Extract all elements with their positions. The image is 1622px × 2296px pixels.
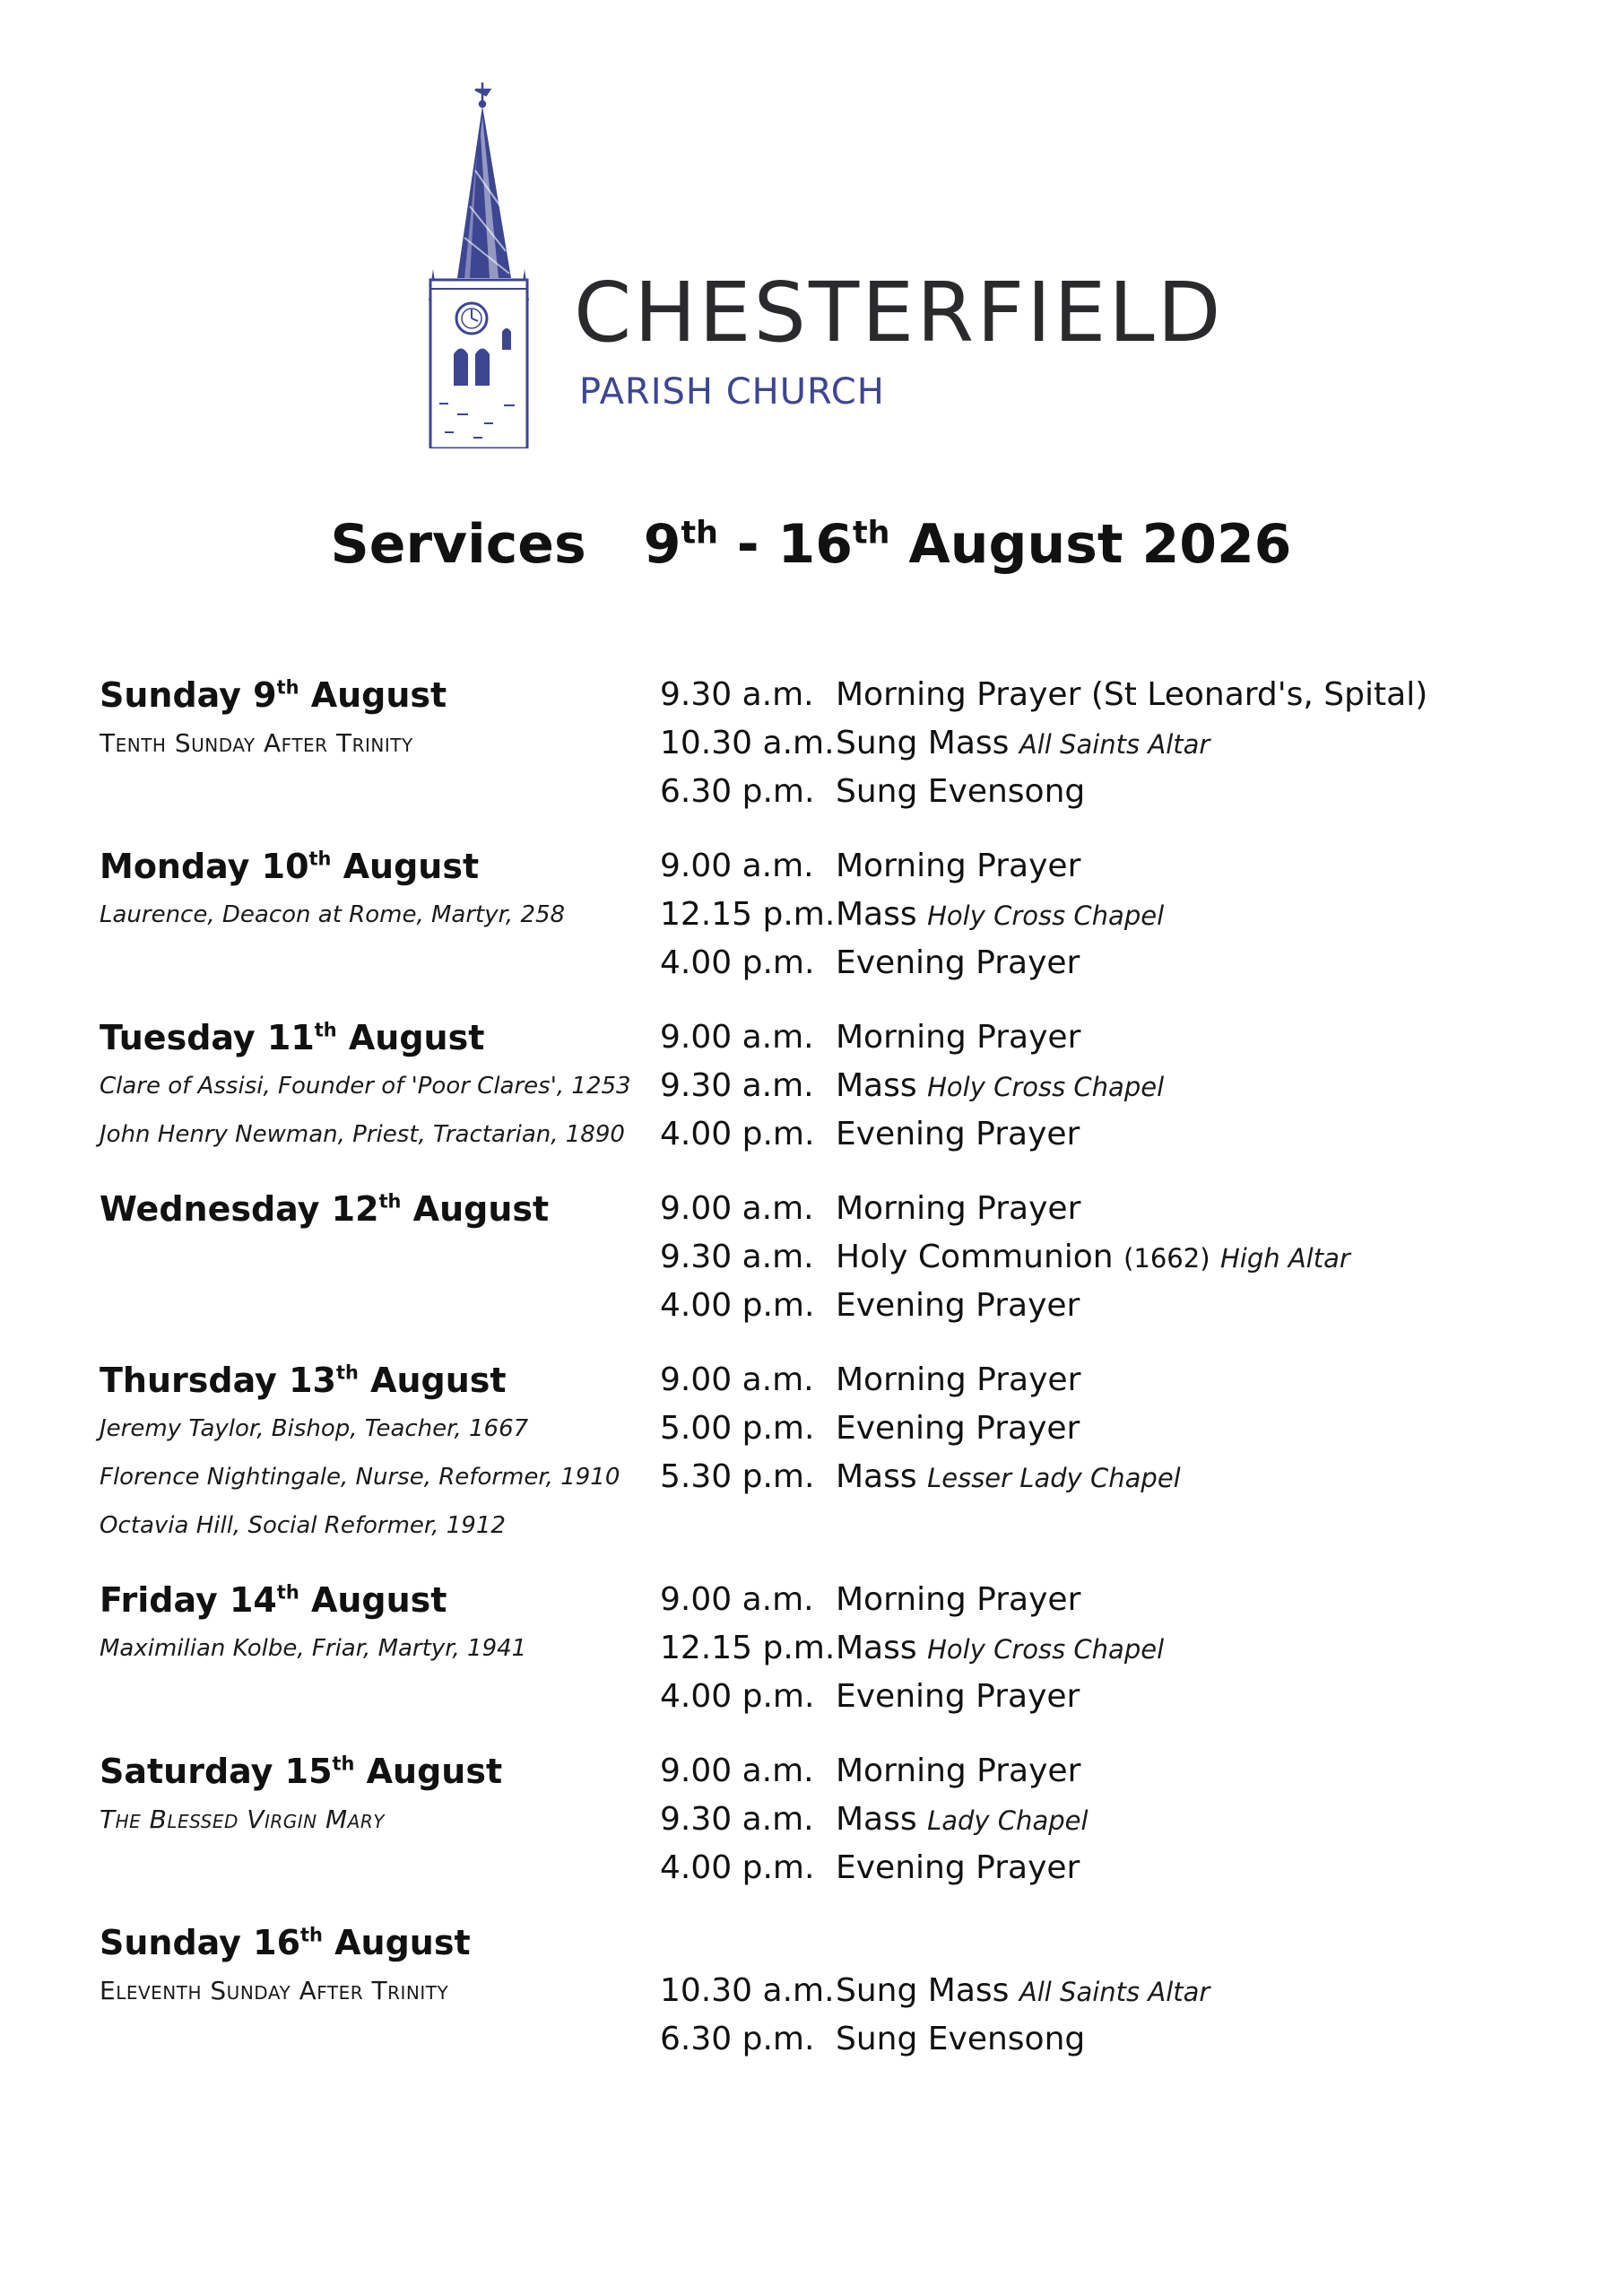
day-services xyxy=(660,671,1588,816)
service-row xyxy=(660,939,1588,987)
service-row xyxy=(660,891,1588,939)
service-row xyxy=(660,1233,1588,1282)
day-month: August xyxy=(310,675,447,715)
day-date: 9 xyxy=(253,675,277,715)
service-name: Mass xyxy=(836,896,917,933)
observance: Florence Nightingale, Nurse, Reformer, 1910 xyxy=(100,1464,620,1491)
day-block xyxy=(100,1356,1588,1550)
day-date: 15 xyxy=(284,1752,333,1791)
day-date: 10 xyxy=(261,847,309,886)
service-description xyxy=(836,842,1080,891)
service-name: Evening Prayer xyxy=(836,1849,1080,1886)
service-time: 9.00 a.m. xyxy=(660,1361,814,1398)
day-date: 12 xyxy=(331,1189,379,1229)
service-name: Evening Prayer xyxy=(836,944,1080,981)
day-info xyxy=(100,1747,660,1892)
day-services xyxy=(660,842,1588,987)
service-time: 10.30 a.m. xyxy=(660,725,835,761)
service-time: 6.30 p.m. xyxy=(660,773,815,810)
title-start-day: 9 xyxy=(643,513,681,576)
service-description xyxy=(836,891,1164,939)
day-month: August xyxy=(412,1189,550,1229)
day-info xyxy=(100,1185,660,1330)
day-month: August xyxy=(370,1361,507,1400)
day-weekday: Thursday xyxy=(100,1361,277,1400)
day-heading xyxy=(100,1356,660,1405)
title-prefix: Services xyxy=(330,513,586,576)
crooked-spire-icon xyxy=(421,81,565,448)
service-name: Morning Prayer xyxy=(836,1581,1081,1618)
day-info xyxy=(100,1356,660,1550)
service-name: Mass xyxy=(836,1458,917,1495)
service-name: Sung Mass xyxy=(836,1972,1010,2009)
service-row xyxy=(660,1453,1588,1501)
day-date: 16 xyxy=(253,1923,301,1962)
service-description xyxy=(836,1356,1080,1405)
service-description xyxy=(836,1062,1164,1110)
day-block xyxy=(100,1576,1588,1721)
church-logo xyxy=(421,81,1224,448)
service-time: 10.30 a.m. xyxy=(660,1972,835,2009)
service-description xyxy=(836,1673,1080,1721)
day-info xyxy=(100,1576,660,1721)
service-description xyxy=(836,768,1085,816)
day-heading xyxy=(100,1013,660,1062)
service-description xyxy=(836,671,1427,719)
observance: John Henry Newman, Priest, Tractarian, 1890 xyxy=(100,1121,625,1148)
title-start-suffix: th xyxy=(681,515,718,552)
day-services xyxy=(660,1576,1588,1721)
day-weekday: Saturday xyxy=(100,1752,273,1791)
day-info xyxy=(100,671,660,816)
observance: Octavia Hill, Social Reformer, 1912 xyxy=(100,1512,506,1539)
observance: Tenth Sunday After Trinity xyxy=(100,728,413,758)
service-location: All Saints Altar xyxy=(1019,729,1210,760)
day-weekday: Monday xyxy=(100,847,250,886)
day-date: 13 xyxy=(289,1361,336,1400)
service-row xyxy=(660,768,1588,816)
service-description xyxy=(836,1405,1080,1453)
service-name: Morning Prayer (St Leonard's, Spital) xyxy=(836,676,1428,713)
service-detail: (1662) xyxy=(1123,1243,1210,1274)
day-month: August xyxy=(366,1752,503,1791)
service-time: 4.00 p.m. xyxy=(660,944,815,981)
day-services xyxy=(660,1013,1588,1159)
title-end-suffix: th xyxy=(853,515,890,552)
service-description xyxy=(836,1624,1164,1673)
title-separator: - xyxy=(736,513,759,576)
day-block xyxy=(100,1013,1588,1159)
service-location: Holy Cross Chapel xyxy=(927,1634,1165,1665)
service-description xyxy=(836,1110,1080,1159)
service-name: Holy Communion xyxy=(836,1239,1114,1275)
day-month: August xyxy=(310,1580,447,1620)
service-description xyxy=(836,1185,1080,1233)
service-description xyxy=(836,1453,1181,1501)
service-time: 12.15 p.m. xyxy=(660,1630,836,1666)
day-heading xyxy=(100,1918,660,1967)
day-heading xyxy=(100,1576,660,1624)
service-name: Mass xyxy=(836,1067,917,1104)
service-location: High Altar xyxy=(1219,1243,1350,1274)
service-location: Lady Chapel xyxy=(927,1805,1089,1836)
day-info xyxy=(100,1013,660,1159)
service-name: Sung Mass xyxy=(836,725,1010,761)
day-heading xyxy=(100,671,660,719)
service-description xyxy=(836,1576,1080,1624)
service-schedule xyxy=(100,671,1588,2090)
service-row xyxy=(660,1356,1588,1405)
service-name: Morning Prayer xyxy=(836,848,1081,884)
service-row xyxy=(660,1405,1588,1453)
day-block xyxy=(100,1747,1588,1892)
day-date-suffix: th xyxy=(314,1019,337,1041)
day-date: 14 xyxy=(229,1580,277,1620)
service-description xyxy=(836,1844,1080,1892)
service-name: Morning Prayer xyxy=(836,1190,1081,1227)
service-time: 5.30 p.m. xyxy=(660,1458,815,1495)
day-block xyxy=(100,1185,1588,1330)
service-row xyxy=(660,1576,1588,1624)
service-location: All Saints Altar xyxy=(1019,1977,1210,2007)
page-title xyxy=(0,513,1622,576)
service-description xyxy=(836,939,1080,987)
service-time: 12.15 p.m. xyxy=(660,896,836,933)
service-time: 5.00 p.m. xyxy=(660,1410,815,1447)
day-date-suffix: th xyxy=(300,1924,323,1946)
day-month: August xyxy=(334,1923,471,1962)
day-services xyxy=(660,1918,1588,2064)
day-block xyxy=(100,671,1588,816)
observance: Eleventh Sunday After Trinity xyxy=(100,1976,449,2005)
service-name: Mass xyxy=(836,1630,917,1666)
service-row xyxy=(660,671,1588,719)
logo-wordmark: CHESTERFIELD xyxy=(574,265,1224,361)
service-time: 9.30 a.m. xyxy=(660,1801,814,1838)
service-description xyxy=(836,1013,1080,1062)
service-description xyxy=(836,1233,1350,1282)
service-time: 9.30 a.m. xyxy=(660,1067,814,1104)
service-row xyxy=(660,1282,1588,1330)
day-block xyxy=(100,1918,1588,2064)
day-info xyxy=(100,842,660,987)
service-description xyxy=(836,719,1210,768)
service-name: Morning Prayer xyxy=(836,1019,1081,1056)
day-services xyxy=(660,1185,1588,1330)
observance: The Blessed Virgin Mary xyxy=(100,1805,385,1834)
service-name: Morning Prayer xyxy=(836,1752,1081,1789)
service-time: 9.00 a.m. xyxy=(660,1581,814,1618)
service-time: 9.00 a.m. xyxy=(660,1190,814,1227)
service-spacer xyxy=(660,1918,1588,1967)
title-month-year: August 2026 xyxy=(908,513,1292,576)
day-date-suffix: th xyxy=(276,1581,299,1604)
service-time: 4.00 p.m. xyxy=(660,1849,815,1886)
service-time: 4.00 p.m. xyxy=(660,1116,815,1152)
day-weekday: Friday xyxy=(100,1580,218,1620)
service-name: Sung Evensong xyxy=(836,2021,1086,2057)
day-month: August xyxy=(348,1018,485,1057)
day-month: August xyxy=(343,847,480,886)
service-row xyxy=(660,1185,1588,1233)
service-location: Holy Cross Chapel xyxy=(927,900,1165,931)
day-heading xyxy=(100,842,660,891)
service-description xyxy=(836,1747,1080,1796)
day-weekday: Sunday xyxy=(100,1923,241,1962)
service-location: Lesser Lady Chapel xyxy=(927,1463,1181,1493)
day-info xyxy=(100,1918,660,2064)
day-block xyxy=(100,842,1588,987)
day-date-suffix: th xyxy=(276,676,299,699)
service-row xyxy=(660,842,1588,891)
service-name: Evening Prayer xyxy=(836,1678,1080,1715)
day-heading xyxy=(100,1747,660,1796)
service-row xyxy=(660,1796,1588,1844)
service-row xyxy=(660,1013,1588,1062)
service-name: Evening Prayer xyxy=(836,1410,1080,1447)
day-weekday: Tuesday xyxy=(100,1018,256,1057)
service-row xyxy=(660,1062,1588,1110)
service-name: Morning Prayer xyxy=(836,1361,1081,1398)
service-time: 9.00 a.m. xyxy=(660,1019,814,1056)
day-weekday: Sunday xyxy=(100,675,241,715)
logo-subtitle: PARISH CHURCH xyxy=(579,371,885,413)
service-row xyxy=(660,1673,1588,1721)
service-location: Holy Cross Chapel xyxy=(927,1072,1165,1102)
service-description xyxy=(836,1967,1210,2015)
service-time: 4.00 p.m. xyxy=(660,1678,815,1715)
service-name: Evening Prayer xyxy=(836,1287,1080,1324)
service-time: 9.30 a.m. xyxy=(660,1239,814,1275)
observance: Maximilian Kolbe, Friar, Martyr, 1941 xyxy=(100,1635,527,1662)
observance: Jeremy Taylor, Bishop, Teacher, 1667 xyxy=(100,1415,529,1442)
service-row xyxy=(660,1967,1588,2015)
service-time: 9.30 a.m. xyxy=(660,676,814,713)
service-time: 9.00 a.m. xyxy=(660,848,814,884)
service-name: Evening Prayer xyxy=(836,1116,1080,1152)
observance: Laurence, Deacon at Rome, Martyr, 258 xyxy=(100,901,566,928)
service-row xyxy=(660,1110,1588,1159)
day-date-suffix: th xyxy=(378,1190,402,1213)
service-row xyxy=(660,1624,1588,1673)
day-date-suffix: th xyxy=(308,848,332,870)
service-row xyxy=(660,2015,1588,2064)
day-date-suffix: th xyxy=(335,1361,359,1384)
service-description xyxy=(836,1796,1089,1844)
service-time: 4.00 p.m. xyxy=(660,1287,815,1324)
day-date: 11 xyxy=(266,1018,315,1057)
service-time: 6.30 p.m. xyxy=(660,2021,815,2057)
service-name: Mass xyxy=(836,1801,917,1838)
service-name: Sung Evensong xyxy=(836,773,1086,810)
day-weekday: Wednesday xyxy=(100,1189,320,1229)
day-services xyxy=(660,1747,1588,1892)
observance: Clare of Assisi, Founder of 'Poor Clares', 1253 xyxy=(100,1073,631,1100)
day-heading xyxy=(100,1185,660,1233)
title-end-day: 16 xyxy=(777,513,854,576)
service-row xyxy=(660,1747,1588,1796)
service-description xyxy=(836,1282,1080,1330)
service-row xyxy=(660,719,1588,768)
service-description xyxy=(836,2015,1085,2064)
service-row xyxy=(660,1844,1588,1892)
day-services xyxy=(660,1356,1588,1550)
service-time: 9.00 a.m. xyxy=(660,1752,814,1789)
day-date-suffix: th xyxy=(332,1752,355,1775)
